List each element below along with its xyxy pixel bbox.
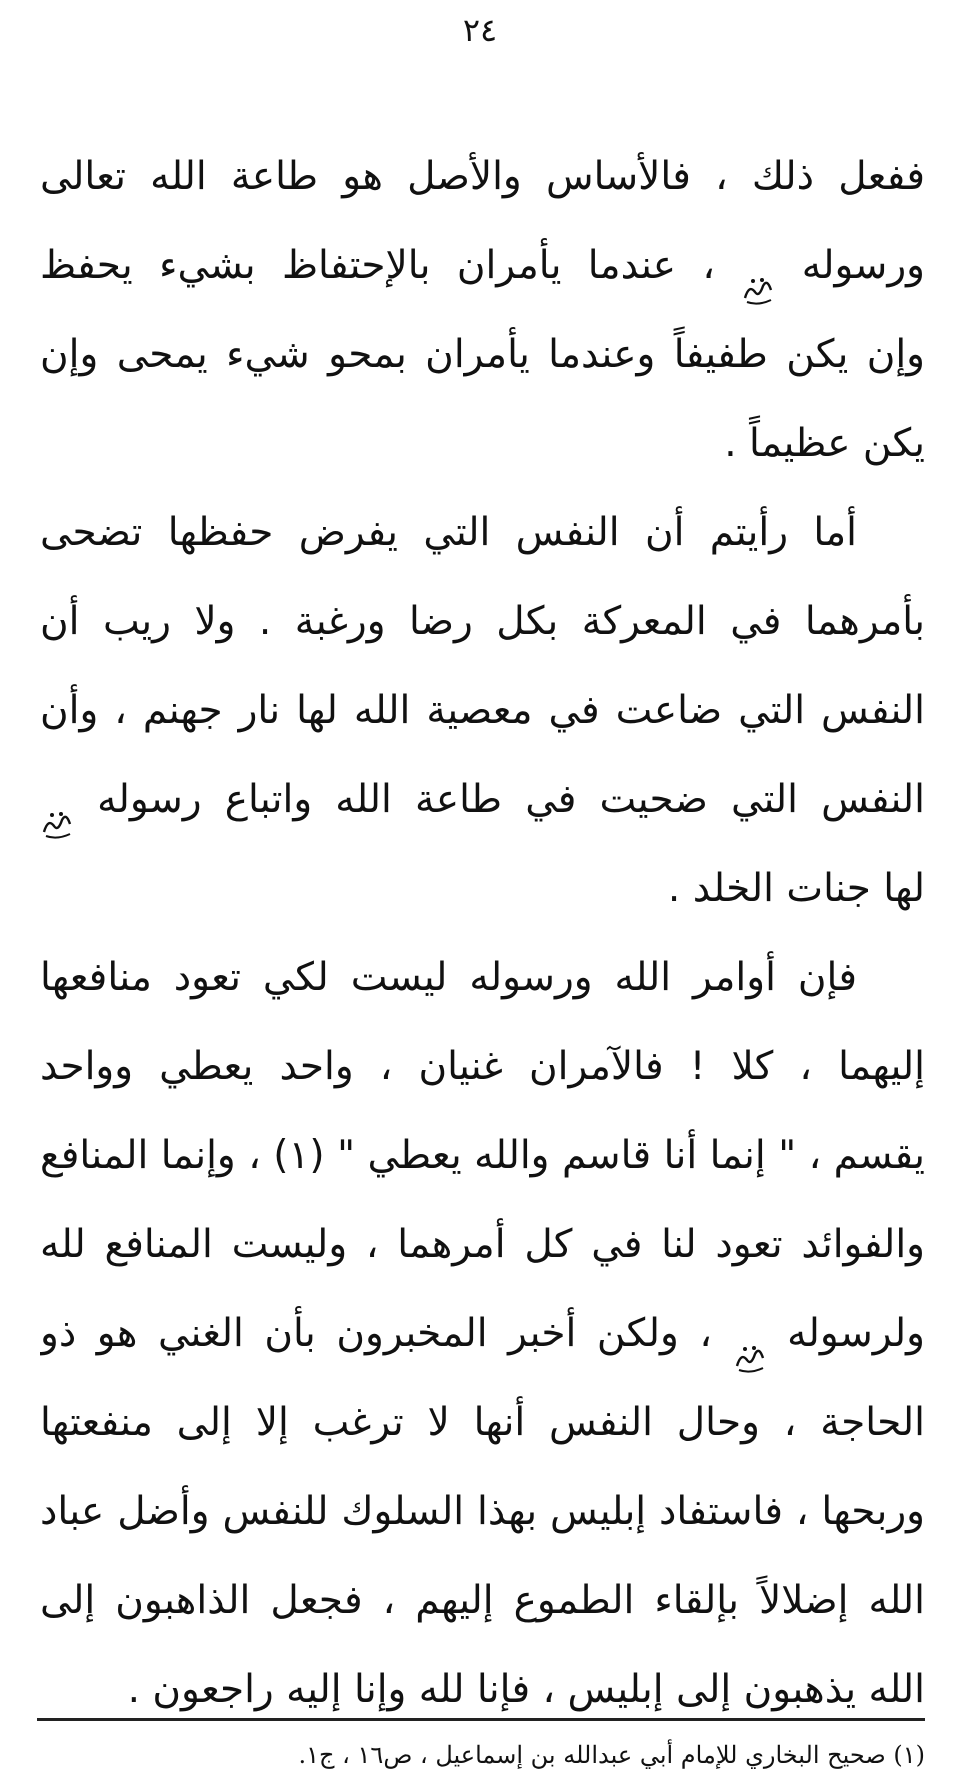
- footnote: (١) صحيح البخاري للإمام أبي عبدالله بن إسماعيل ، ص١٦ ، ج١.: [298, 1741, 925, 1769]
- salla-honorific-icon: [741, 251, 775, 285]
- text-segment: ، ولكن أخبر المخبرون بأن الغني هو ذو: [40, 1311, 712, 1356]
- page-number: ٢٤: [462, 11, 498, 49]
- body-text: [40, 132, 925, 1734]
- text-line-4: يكن عظيماً .: [724, 421, 925, 466]
- text-line-5: أما رأيتم أن النفس التي يفرض حفظها تضحى: [40, 510, 857, 555]
- text-line-7: النفس التي ضاعت في معصية الله لها نار جهنم ، وأن: [40, 688, 925, 733]
- text-line-9: لها جنات الخلد .: [667, 866, 925, 911]
- text-line-8: [40, 755, 925, 844]
- text-segment: ولرسوله: [787, 1311, 925, 1356]
- text-line-3: وإن يكن طفيفاً وعندما يأمران بمحو شيء يمحى وإن: [40, 332, 925, 377]
- text-line-10: فإن أوامر الله ورسوله ليست لكي تعود منافعها: [40, 955, 857, 1000]
- salla-honorific-icon: [40, 785, 74, 819]
- text-line-2: [40, 221, 925, 310]
- text-line-1: ففعل ذلك ، فالأساس والأصل هو طاعة الله تعالى: [40, 154, 925, 199]
- text-line-6: بأمرهما في المعركة بكل رضا ورغبة . ولا ريب أن: [40, 599, 925, 644]
- text-line-15: الحاجة ، وحال النفس أنها لا ترغب إلا إلى منفعتها: [40, 1400, 925, 1445]
- text-line-18: الله يذهبون إلى إبليس ، فإنا لله وإنا إليه راجعون .: [127, 1667, 925, 1712]
- text-line-14: [40, 1289, 925, 1378]
- text-line-16: وربحها ، فاستفاد إبليس بهذا السلوك للنفس وأضل عباد: [40, 1489, 925, 1534]
- footnote-divider: [37, 1718, 925, 1721]
- salla-honorific-icon: [733, 1319, 767, 1353]
- text-line-13: والفوائد تعود لنا في كل أمرهما ، وليست المنافع لله: [40, 1222, 925, 1267]
- text-segment: النفس التي ضحيت في طاعة الله واتباع رسوله: [97, 777, 925, 822]
- text-line-17: الله إضلالاً بإلقاء الطموع إليهم ، فجعل الذاهبون إلى: [40, 1578, 925, 1623]
- text-segment: ورسوله: [801, 243, 925, 288]
- text-line-12: يقسم ، " إنما أنا قاسم والله يعطي " (١) ، وإنما المنافع: [40, 1133, 925, 1178]
- text-segment: ، عندما يأمران بالإحتفاظ بشيء يحفظ: [40, 243, 716, 288]
- text-line-11: إليهما ، كلا ! فالآمران غنيان ، واحد يعطي وواحد: [40, 1044, 925, 1089]
